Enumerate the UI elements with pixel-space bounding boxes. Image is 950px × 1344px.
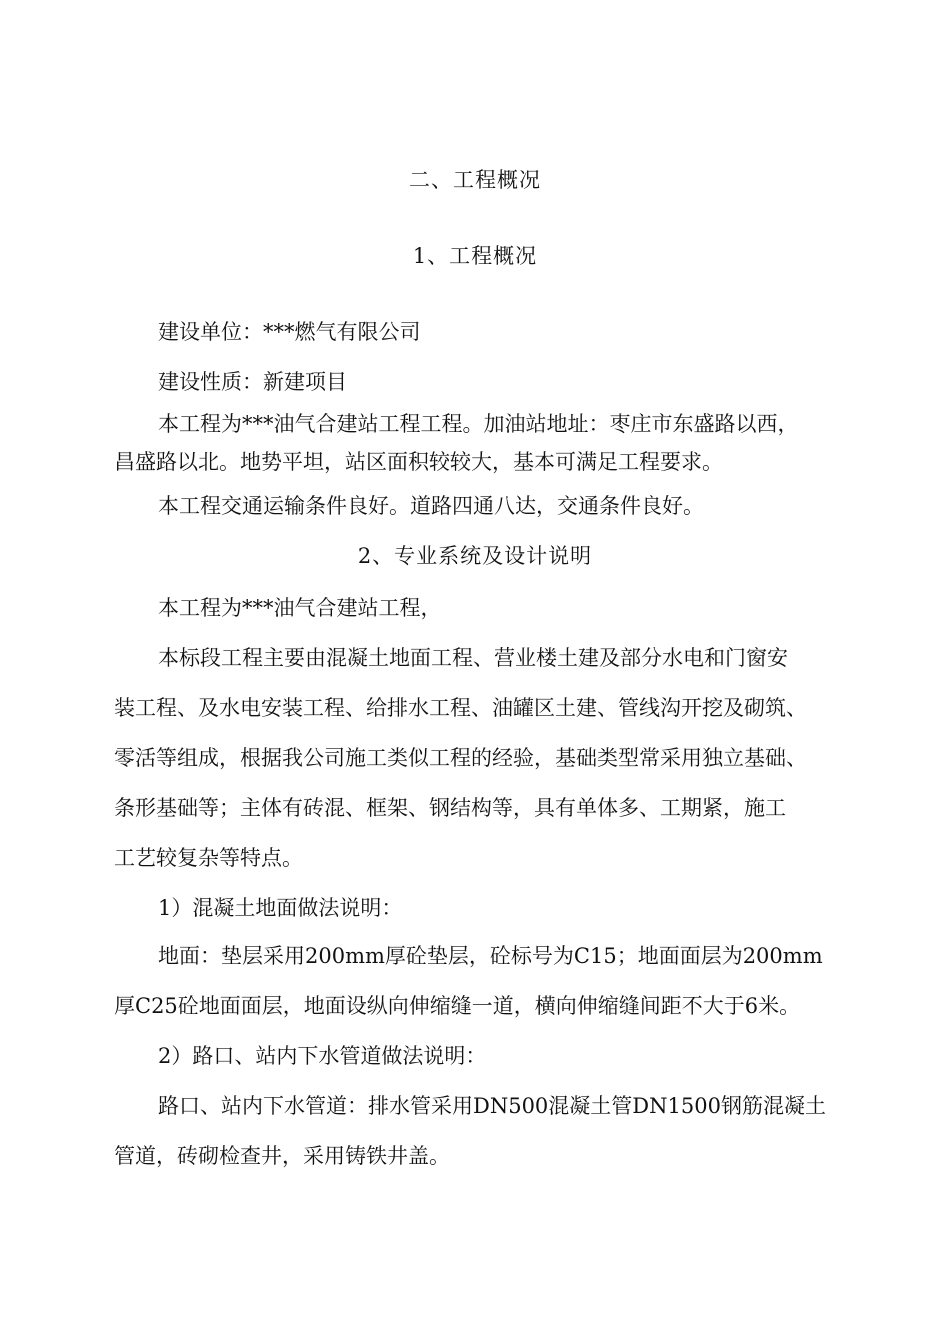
section-title: 二、工程概况 [409,168,541,192]
item2-line-1: 路口、站内下水管道：排水管采用DN500混凝土管DN1500钢筋混凝土 [158,1094,826,1118]
subsection-title-1: 1、工程概况 [412,244,538,268]
subsection-title-2: 2、专业系统及设计说明 [357,544,593,568]
item2-line-2: 管道，砖砌检查井，采用铸铁井盖。 [114,1144,450,1168]
location-line-1: 本工程为***油气合建站工程工程。加油站地址：枣庄市东盛路以西， [158,412,799,436]
item1-line-1: 地面：垫层采用200mm厚砼垫层，砼标号为C15；地面面层为200mm [158,944,823,968]
traffic-paragraph: 本工程交通运输条件良好。道路四通八达，交通条件良好。 [158,494,704,518]
scope-line-2: 装工程、及水电安装工程、给排水工程、油罐区土建、管线沟开挖及砌筑、 [114,696,807,720]
scope-line-3: 零活等组成，根据我公司施工类似工程的经验，基础类型常采用独立基础、 [114,746,807,770]
scope-paragraph [114,644,844,872]
location-line-2: 昌盛路以北。地势平坦，站区面积较较大，基本可满足工程要求。 [114,450,723,474]
nature-paragraph: 建设性质：新建项目 [158,370,347,394]
item2-title: 2）路口、站内下水管道做法说明： [158,1044,487,1068]
item2-paragraph [114,1092,844,1170]
project-intro-paragraph: 本工程为***油气合建站工程， [158,596,442,620]
scope-line-4: 条形基础等；主体有砖混、框架、钢结构等，具有单体多、工期紧，施工 [114,796,786,820]
item1-paragraph [114,942,844,1020]
scope-line-5: 工艺较复杂等特点。 [114,846,303,870]
item1-line-2: 厚C25砼地面面层，地面设纵向伸缩缝一道，横向伸缩缝间距不大于6米。 [114,994,801,1018]
builder-paragraph: 建设单位：***燃气有限公司 [158,320,421,344]
location-paragraph [114,410,844,476]
item1-title: 1）混凝土地面做法说明： [158,896,403,920]
scope-line-1: 本标段工程主要由混凝土地面工程、营业楼土建及部分水电和门窗安 [158,646,788,670]
